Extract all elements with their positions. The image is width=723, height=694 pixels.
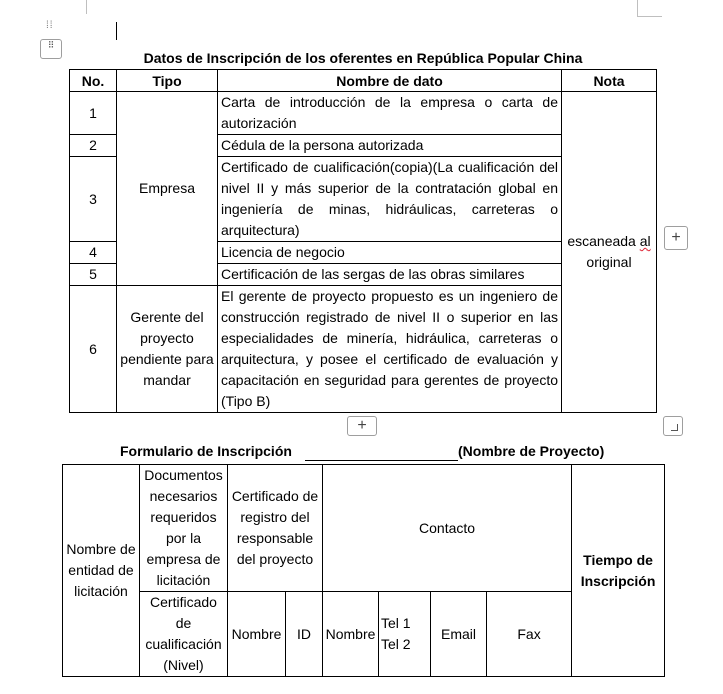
row-number: 1 [70,92,117,135]
page-corner-mark-left [86,0,87,14]
row-number: 2 [70,135,117,157]
tipo-gerente-cell: Gerente del proyecto pendiente para mandar [117,286,218,413]
dato-cell: Certificado de cualificación(copia)(La cualificación del nivel II y más superior de la contratación global en ingeniería de minas, hidráulicas, carreteras o arquitectura) [218,157,562,242]
table-resize-handle-icon[interactable] [663,416,683,436]
registration-form-table [62,464,665,677]
dato-cell: Licencia de negocio [218,242,562,264]
nota-cell [562,92,657,413]
header-tipo: Tipo [117,70,218,92]
header-nota: Nota [562,70,657,92]
sub-id-header: ID [286,592,323,677]
tipo-empresa-cell: Empresa [117,92,218,286]
sub-fax-header: Fax [487,592,572,677]
sub-nombre-header: Nombre [228,592,286,677]
col-certificado-header: Certificado de registro del responsable del proyecto [228,465,323,592]
row-number: 4 [70,242,117,264]
dato-cell: Certificación de las sergas de las obras similares [218,264,562,286]
sub-tel-header: Tel 1 Tel 2 [379,592,431,677]
add-column-button[interactable]: + [664,226,688,250]
registration-data-table [69,69,657,413]
drag-handle-icon[interactable]: ⁞⁞ [46,20,54,31]
add-row-button[interactable]: + [347,416,377,436]
col-entidad-header: Nombre de entidad de licitación [63,465,140,677]
row-number: 6 [70,286,117,413]
table2-title: Formulario de Inscripción [120,443,292,459]
text-cursor [116,22,117,40]
col-contacto-header: Contacto [323,465,572,592]
page-corner-mark-right [637,0,662,17]
nota-misspelled-word: al [639,233,651,249]
table-move-handle-icon[interactable]: ⠿ [40,39,62,59]
row-number: 3 [70,157,117,242]
header-nombre-dato: Nombre de dato [218,70,562,92]
header-no: No. [70,70,117,92]
sub-cualificacion-header: Certificado de cualificación (Nivel) [140,592,228,677]
dato-cell: Cédula de la persona autorizada [218,135,562,157]
dato-cell: Carta de introducción de la empresa o carta de autorización [218,92,562,135]
sub-contacto-nombre-header: Nombre [323,592,379,677]
row-number: 5 [70,264,117,286]
nota-text-prefix: escaneada [567,233,640,249]
table2-title-project: (Nombre de Proyecto) [458,443,605,459]
nota-text-suffix: original [586,254,632,270]
col-documentos-header: Documentos necesarios requeridos por la empresa de licitación [140,465,228,592]
col-tiempo-header: Tiempo de Inscripción [572,465,665,677]
table1-title: Datos de Inscripción de los oferentes en República Popular China [143,50,583,66]
project-name-blank [305,460,458,461]
sub-email-header: Email [431,592,487,677]
dato-cell: El gerente de proyecto propuesto es un ingeniero de construcción registrado de nivel II o superior en las especialidades de minería, hidráulica, carreteras o arquitectura, y posee el certificado de evaluación y capacitación en seguridad para gerentes de proyecto (Tipo B) [218,286,562,413]
